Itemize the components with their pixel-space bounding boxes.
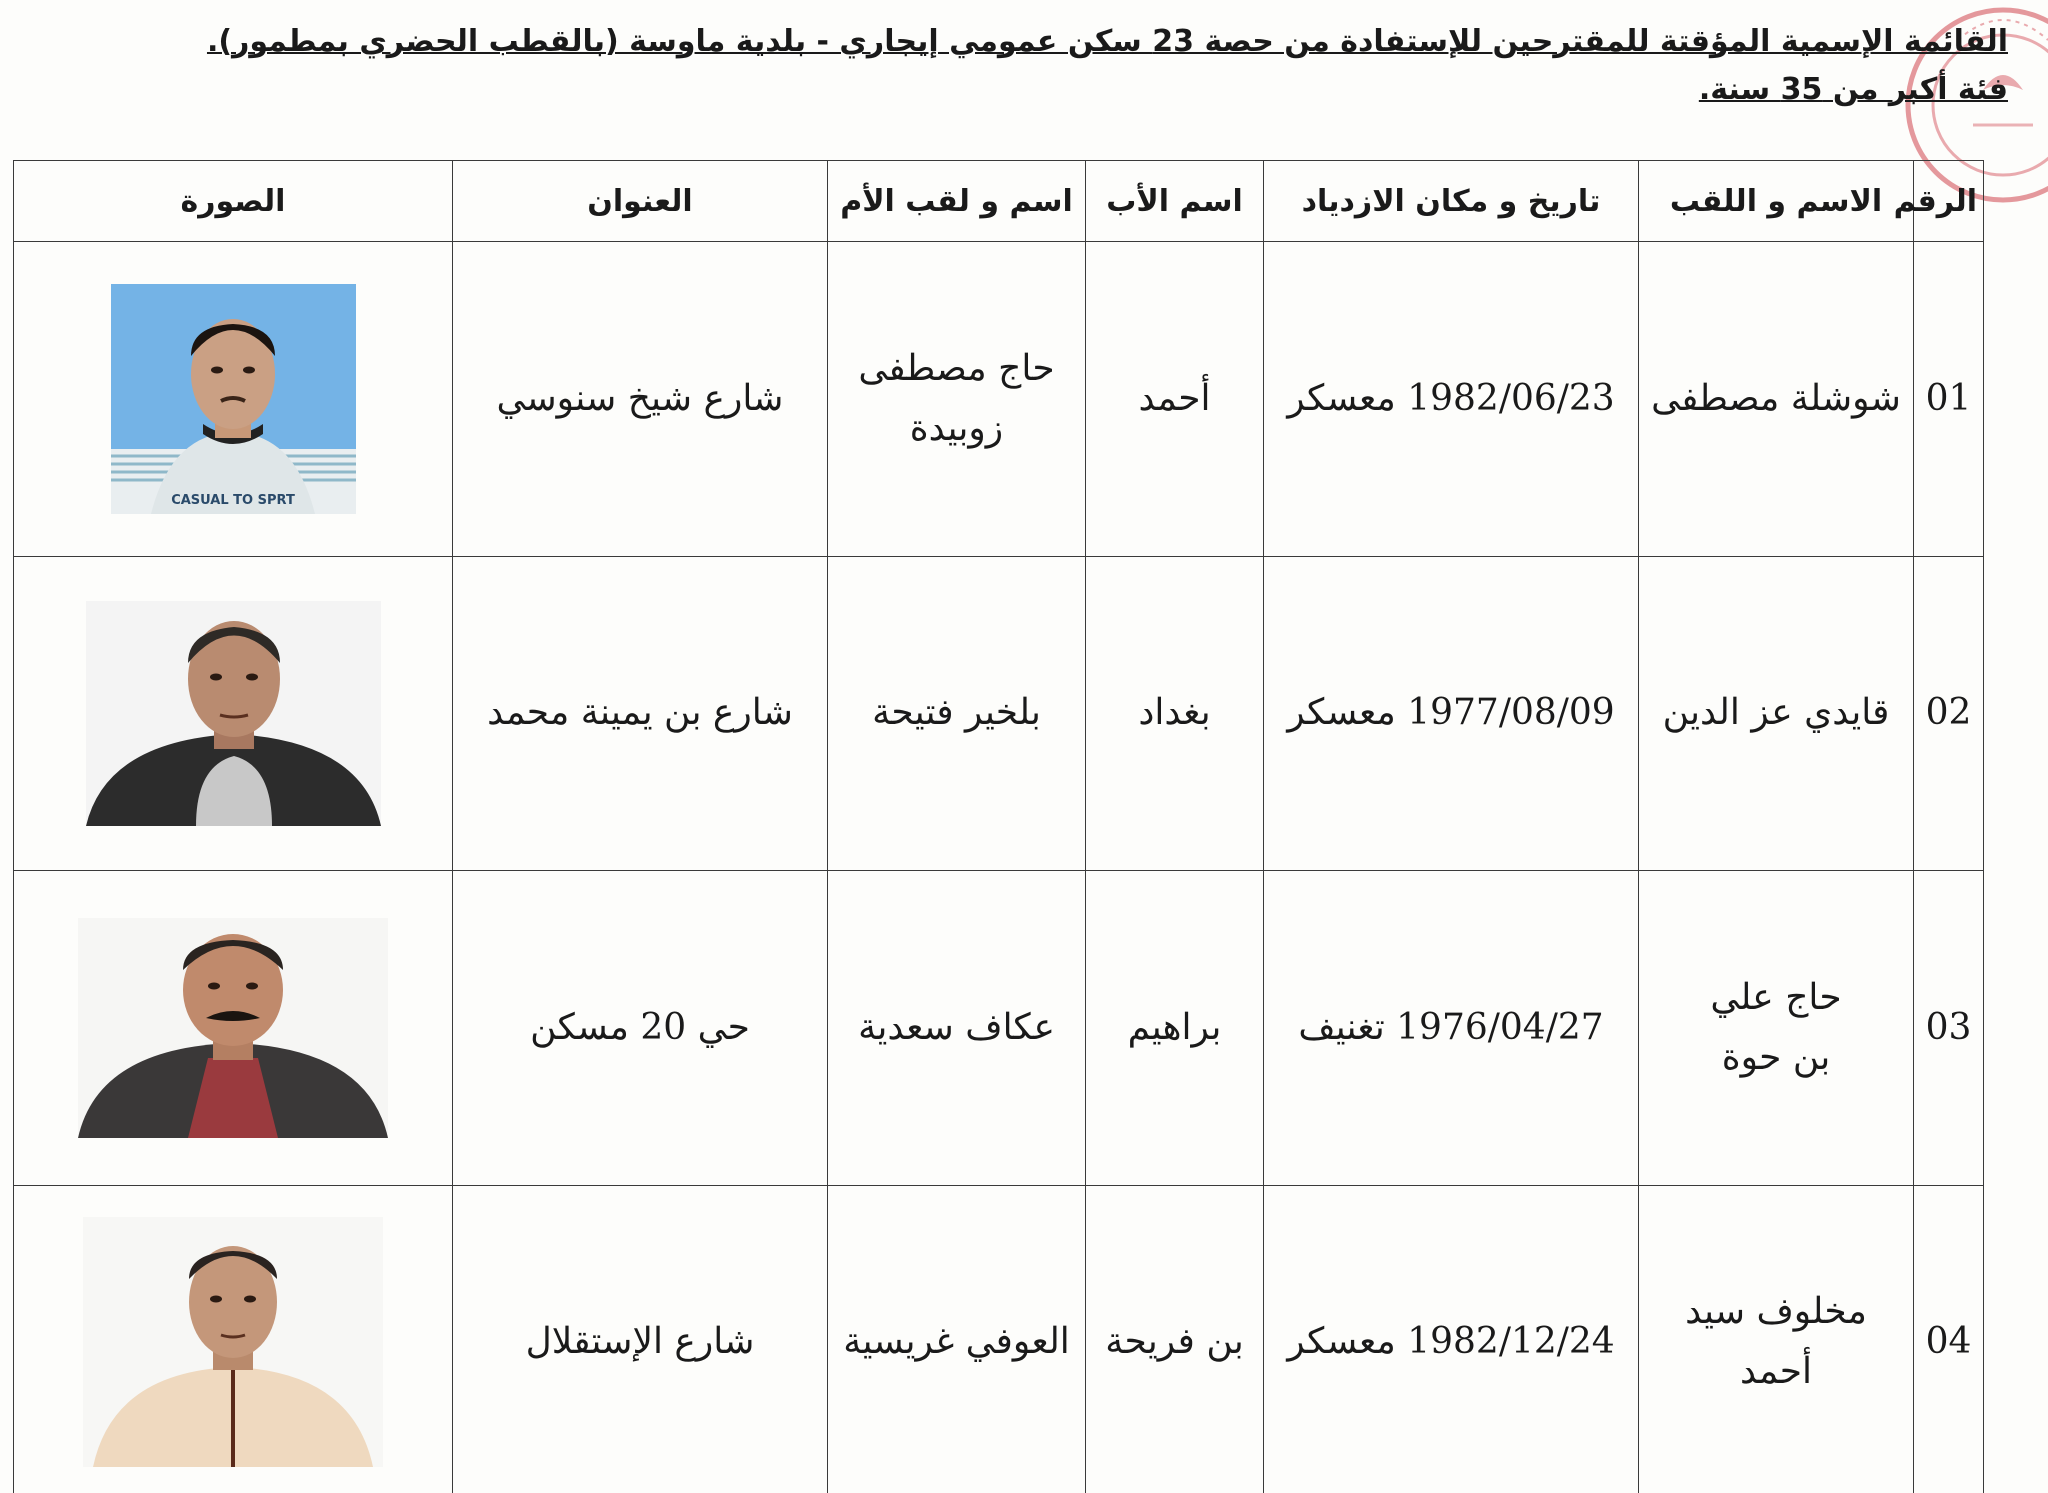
name-line-2: أحمد — [1740, 1351, 1812, 1393]
row-name — [1639, 242, 1914, 557]
header-name: الاسم و اللقب — [1639, 161, 1914, 242]
row-photo — [14, 556, 453, 871]
portrait-photo-1 — [111, 284, 356, 514]
row-birth: 1977/08/09 معسكر — [1264, 556, 1639, 871]
row-address: شارع شيخ سنوسي — [453, 242, 828, 557]
portrait-photo-2 — [86, 601, 381, 826]
document-header — [0, 18, 2008, 114]
row-address: شارع بن يمينة محمد — [453, 556, 828, 871]
header-father: اسم الأب — [1086, 161, 1264, 242]
name-line-1: مخلوف سيد — [1685, 1291, 1867, 1333]
table-row — [14, 871, 1984, 1186]
row-photo — [14, 242, 453, 557]
header-num: الرقم — [1914, 161, 1984, 242]
row-photo — [14, 871, 453, 1186]
portrait-photo-4 — [83, 1217, 383, 1467]
row-number: 03 — [1914, 871, 1984, 1186]
row-address: حي 20 مسكن — [453, 871, 828, 1186]
portrait-photo-3 — [78, 918, 388, 1138]
table-row — [14, 1185, 1984, 1493]
table-row — [14, 556, 1984, 871]
row-father: بغداد — [1086, 556, 1264, 871]
row-birth: 1982/06/23 معسكر — [1264, 242, 1639, 557]
row-mother — [828, 1185, 1086, 1493]
row-address: شارع الإستقلال — [453, 1185, 828, 1493]
table-header-row — [14, 161, 1984, 242]
document-subtitle: فئة أكبر من 35 سنة. — [1698, 72, 2008, 107]
row-name — [1639, 871, 1914, 1186]
row-name — [1639, 556, 1914, 871]
name-line-2: بن حوة — [1721, 1036, 1831, 1078]
row-father: أحمد — [1086, 242, 1264, 557]
svg-text:CASUAL TO SPRT: CASUAL TO SPRT — [170, 492, 295, 508]
header-birth: تاريخ و مكان الازدياد — [1264, 161, 1639, 242]
row-photo — [14, 1185, 453, 1493]
row-birth: 1982/12/24 معسكر — [1264, 1185, 1639, 1493]
row-number: 02 — [1914, 556, 1984, 871]
row-number: 04 — [1914, 1185, 1984, 1493]
row-number: 01 — [1914, 242, 1984, 557]
table-row — [14, 242, 1984, 557]
beneficiaries-table — [13, 160, 1984, 1493]
header-photo: الصورة — [14, 161, 453, 242]
name-line-1: شوشلة مصطفى — [1651, 377, 1901, 419]
name-line-1: حاج علي — [1710, 976, 1842, 1018]
mother-line-2: زوبيدة — [909, 407, 1004, 449]
header-address: العنوان — [453, 161, 828, 242]
name-line-1: قايدي عز الدين — [1662, 692, 1890, 734]
header-mother: اسم و لقب الأم — [828, 161, 1086, 242]
row-mother — [828, 556, 1086, 871]
row-father: بن فريحة — [1086, 1185, 1264, 1493]
mother-line-1: عكاف سعدية — [858, 1006, 1055, 1048]
mother-line-1: حاج مصطفى — [858, 347, 1055, 389]
row-birth: 1976/04/27 تغنيف — [1264, 871, 1639, 1186]
row-mother — [828, 242, 1086, 557]
mother-line-1: العوفي غريسية — [843, 1321, 1070, 1363]
row-father: براهيم — [1086, 871, 1264, 1186]
mother-line-1: بلخير فتيحة — [872, 692, 1041, 734]
row-mother — [828, 871, 1086, 1186]
row-name — [1639, 1185, 1914, 1493]
document-title: القائمة الإسمية المؤقتة للمقترحين للإستفادة من حصة 23 سكن عمومي إيجاري - بلدية ماوسة (بالقطب الحضري بمطمور). — [206, 24, 2008, 59]
